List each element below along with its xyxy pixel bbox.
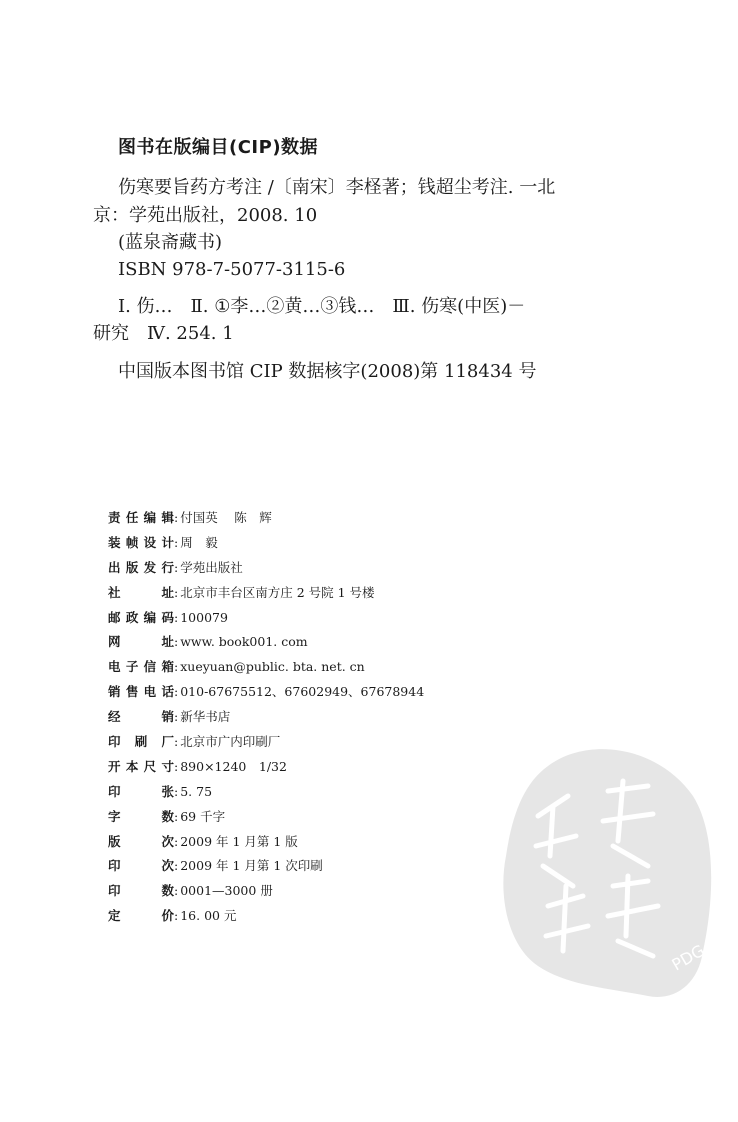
- imprint-label: 经销: [108, 709, 174, 725]
- imprint-value: 付国英 陈 辉: [180, 510, 272, 525]
- cip-title-line: 伤寒要旨药方考注 /〔南宋〕李柽著；钱超尘考注. 一北: [118, 177, 556, 198]
- imprint-value: www. book001. com: [180, 634, 308, 650]
- imprint-value: 0001—3000 册: [180, 883, 273, 899]
- imprint-label: 印数: [108, 883, 174, 899]
- imprint-value: 2009 年 1 月第 1 次印刷: [180, 858, 323, 874]
- imprint-row: 装帧设计 : 周 毅: [108, 534, 218, 550]
- imprint-row: 销售电话 : 010-67675512、67602949、67678944: [108, 684, 425, 700]
- imprint-row: 定价 : 16. 00 元: [108, 908, 237, 924]
- imprint-value: 新华书店: [180, 709, 231, 725]
- imprint-label: 定价: [108, 908, 174, 924]
- imprint-row: 网址 : www. book001. com: [108, 634, 308, 650]
- imprint-label: 版次: [108, 833, 174, 849]
- imprint-label: 电子信箱: [108, 659, 174, 675]
- seal-text: PDG: [668, 940, 708, 975]
- imprint-row: 印数 : 0001—3000 册: [108, 883, 273, 899]
- imprint-label: 销售电话: [108, 684, 174, 700]
- cip-isbn: ISBN 978-7-5077-3115-6: [118, 259, 346, 280]
- imprint-value: 5. 75: [180, 783, 213, 799]
- imprint-row: 责任编辑 : 付国英 陈 辉: [108, 510, 272, 525]
- cip-publisher-line: 京：学苑出版社，2008. 10: [93, 205, 318, 226]
- imprint-value: 69 千字: [180, 808, 226, 824]
- imprint-row: 字数 : 69 千字: [108, 808, 226, 824]
- cip-verification: 中国版本图书馆 CIP 数据核字(2008)第 118434 号: [118, 361, 537, 382]
- imprint-label: 印刷厂: [108, 734, 174, 750]
- imprint-row: 印张 : 5. 75: [108, 783, 213, 799]
- imprint-row: 开本尺寸 : 890×1240 1/32: [108, 758, 287, 774]
- imprint-label: 开本尺寸: [108, 758, 174, 774]
- cip-classification-line-2: 研究 Ⅳ. 254. 1: [93, 323, 234, 344]
- imprint-label: 印张: [108, 783, 174, 799]
- pdg-seal-watermark: [498, 736, 718, 1006]
- imprint-row: 版次 : 2009 年 1 月第 1 版: [108, 833, 298, 849]
- imprint-label: 字数: [108, 808, 174, 824]
- imprint-label: 印次: [108, 858, 174, 874]
- imprint-block: [108, 508, 424, 931]
- imprint-label: 出版发行: [108, 559, 174, 575]
- imprint-row: 印刷厂 : 北京市广内印刷厂: [108, 734, 281, 750]
- imprint-label: 邮政编码: [108, 609, 174, 625]
- imprint-row: 印次 : 2009 年 1 月第 1 次印刷: [108, 858, 323, 874]
- imprint-value: 北京市广内印刷厂: [180, 734, 281, 750]
- imprint-value: 学苑出版社: [180, 559, 243, 575]
- imprint-value: 北京市丰台区南方庄 2 号院 1 号楼: [180, 584, 375, 600]
- imprint-row: 邮政编码 : 100079: [108, 609, 228, 625]
- imprint-value: 2009 年 1 月第 1 版: [180, 833, 298, 849]
- cip-title: 图书在版编目(CIP)数据: [118, 137, 319, 158]
- imprint-value: 890×1240 1/32: [180, 758, 287, 774]
- imprint-row: 经销 : 新华书店: [108, 709, 231, 725]
- cip-series-line: (蓝泉斋藏书): [118, 232, 223, 253]
- imprint-value: 周 毅: [180, 534, 218, 550]
- imprint-label: 网址: [108, 634, 174, 650]
- cip-classification-line: Ⅰ. 伤… Ⅱ. ①李…②黄…③钱… Ⅲ. 伤寒(中医)－: [118, 296, 526, 317]
- imprint-label: 装帧设计: [108, 534, 174, 550]
- imprint-value: 100079: [180, 609, 228, 625]
- imprint-value: 010-67675512、67602949、67678944: [180, 684, 425, 700]
- imprint-label: 责任编辑: [108, 510, 174, 525]
- imprint-value: 16. 00 元: [180, 908, 237, 924]
- imprint-row: 出版发行 : 学苑出版社: [108, 559, 243, 575]
- imprint-row: 社址 : 北京市丰台区南方庄 2 号院 1 号楼: [108, 584, 375, 600]
- imprint-value: xueyuan@public. bta. net. cn: [180, 659, 365, 675]
- imprint-label: 社址: [108, 584, 174, 600]
- imprint-row: 电子信箱 : xueyuan@public. bta. net. cn: [108, 659, 365, 675]
